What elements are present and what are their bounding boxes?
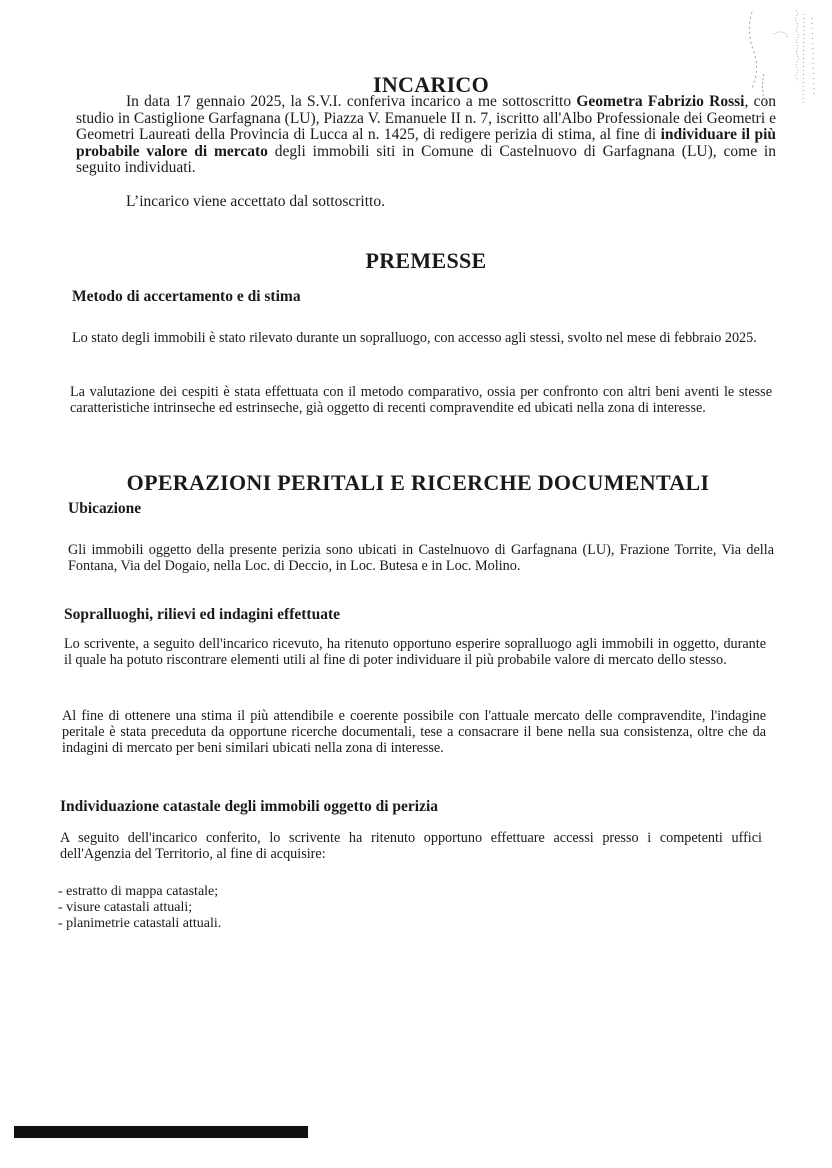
list-item: - estratto di mappa catastale; <box>58 884 219 899</box>
list-item: - planimetrie catastali attuali. <box>58 916 222 931</box>
catastale-subtitle: Individuazione catastale degli immobili oggetto di perizia <box>60 798 439 815</box>
incarico-text-a: In data 17 gennaio 2025, la S.V.I. conferiva incarico a me sottoscritto <box>126 93 577 110</box>
operazioni-title: OPERAZIONI PERITALI E RICERCHE DOCUMENTALI <box>126 470 710 495</box>
incarico-paragraph <box>76 94 776 177</box>
sopralluoghi-subtitle: Sopralluoghi, rilievi ed indagini effettuate <box>64 606 340 623</box>
incarico-title: INCARICO <box>372 72 490 97</box>
incarico-emphasis: individuare il più probabile valore di mercato <box>76 126 776 160</box>
premesse-paragraph-1: Lo stato degli immobili è stato rilevato durante un sopralluogo, con accesso agli stessi, svolto nel mese di febbraio 2025. <box>72 330 757 346</box>
sopralluoghi-paragraph-1: Lo scrivente, a seguito dell'incarico ricevuto, ha ritenuto opportuno esperire sopralluogo agli immobili in oggetto, durante il quale ha potuto riscontrare elementi utili al fine di poter individuare il più probabile valore di mercato dello stesso. <box>64 636 766 668</box>
catastale-paragraph: A seguito dell'incarico conferito, lo scrivente ha ritenuto opportuno effettuare accessi presso i competenti uffici dell'Agenzia del Territorio, al fine di acquisire: <box>60 830 762 862</box>
premesse-paragraph-2: La valutazione dei cespiti è stata effettuata con il metodo comparativo, ossia per confronto con altri beni aventi le stesse caratteristiche intrinseche ed estrinseche, già oggetto di recenti compravendite ed ubicati nella zona di interesse. <box>70 384 772 416</box>
ubicazione-paragraph: Gli immobili oggetto della presente perizia sono ubicati in Castelnuovo di Garfagnana (LU), Frazione Torrite, Via della Fontana, Via del Dogaio, nella Loc. di Deccio, in Loc. Butesa e in Loc. Molino. <box>68 542 774 574</box>
incarico-name: Geometra Fabrizio Rossi <box>576 93 745 110</box>
list-item: - visure catastali attuali; <box>58 900 193 915</box>
scan-edge-bar <box>14 1126 308 1138</box>
premesse-subtitle: Metodo di accertamento e di stima <box>72 288 301 305</box>
sopralluoghi-paragraph-2: Al fine di ottenere una stima il più attendibile e coerente possibile con l'attuale mercato delle compravendite, l'indagine peritale è stata preceduta da opportune ricerche documentali, tese a consacrare il bene nella sua consistenza, oltre che da indagini di mercato per beni similari ubicati nella zona di interesse. <box>62 708 766 756</box>
catastale-list <box>58 884 221 932</box>
incarico-accepted: L’incarico viene accettato dal sottoscritto. <box>126 193 385 210</box>
premesse-title: PREMESSE <box>365 248 487 273</box>
ubicazione-subtitle: Ubicazione <box>68 500 142 517</box>
incarico-text-c: , con studio in Castiglione Garfagnana (LU), Piazza V. Emanuele II n. 7, iscritto all'Albo Professionale dei Geometri e Geometri Laureati della Provincia di Lucca al n. 1425, di redigere perizia di stima, al fine di <box>76 93 776 143</box>
incarico-text-e: degli immobili siti in Comune di Castelnuovo di Garfagnana (LU), come in seguito individuati. <box>76 142 776 176</box>
